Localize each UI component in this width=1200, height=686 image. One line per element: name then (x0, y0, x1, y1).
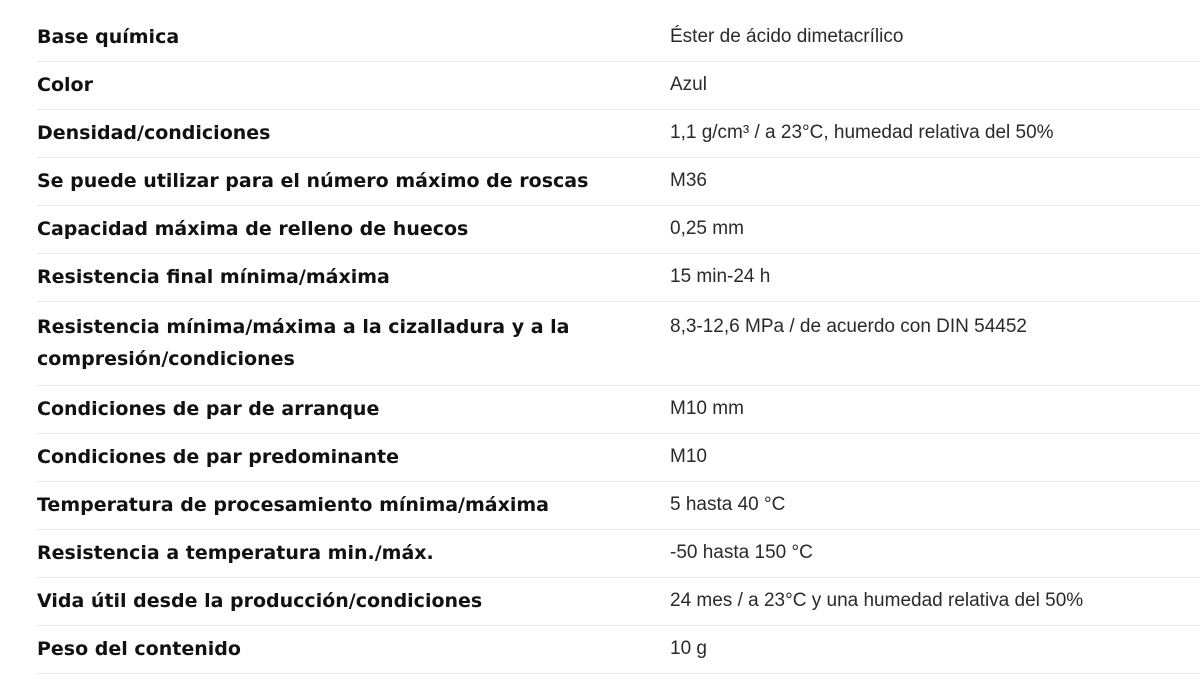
spec-label: Condiciones de par predominante (37, 434, 670, 482)
spec-value: M10 (670, 434, 1200, 482)
spec-label: Temperatura de procesamiento mínima/máxima (37, 482, 670, 530)
table-row (37, 110, 1200, 158)
table-row (37, 386, 1200, 434)
table-row (37, 434, 1200, 482)
spec-value: 15 min-24 h (670, 254, 1200, 302)
spec-label: Capacidad máxima de relleno de huecos (37, 206, 670, 254)
spec-value: 5 hasta 40 °C (670, 482, 1200, 530)
spec-value: 10 g (670, 626, 1200, 674)
spec-label: Peso del contenido (37, 626, 670, 674)
spec-value: 0,25 mm (670, 206, 1200, 254)
spec-label: Se puede utilizar para el número máximo de roscas (37, 158, 670, 206)
spec-label: Color (37, 62, 670, 110)
table-row (37, 206, 1200, 254)
spec-label: Base química (37, 14, 670, 62)
spec-table (37, 14, 1200, 674)
spec-value: -50 hasta 150 °C (670, 530, 1200, 578)
spec-value: Azul (670, 62, 1200, 110)
table-row (37, 158, 1200, 206)
table-row (37, 578, 1200, 626)
spec-label: Resistencia final mínima/máxima (37, 254, 670, 302)
spec-value: M36 (670, 158, 1200, 206)
table-row (37, 62, 1200, 110)
table-row (37, 302, 1200, 386)
spec-value: 24 mes / a 23°C y una humedad relativa del 50% (670, 578, 1200, 626)
spec-value: Éster de ácido dimetacrílico (670, 14, 1200, 62)
spec-label: Resistencia mínima/máxima a la cizalladura y a la compresión/condiciones (37, 302, 670, 386)
spec-label: Condiciones de par de arranque (37, 386, 670, 434)
table-row (37, 482, 1200, 530)
spec-label: Vida útil desde la producción/condiciones (37, 578, 670, 626)
spec-value: 1,1 g/cm³ / a 23°C, humedad relativa del 50% (670, 110, 1200, 158)
spec-label: Densidad/condiciones (37, 110, 670, 158)
table-row (37, 14, 1200, 62)
table-row (37, 530, 1200, 578)
spec-label: Resistencia a temperatura min./máx. (37, 530, 670, 578)
table-row (37, 626, 1200, 674)
spec-value: 8,3-12,6 MPa / de acuerdo con DIN 54452 (670, 302, 1200, 386)
table-row (37, 254, 1200, 302)
spec-value: M10 mm (670, 386, 1200, 434)
